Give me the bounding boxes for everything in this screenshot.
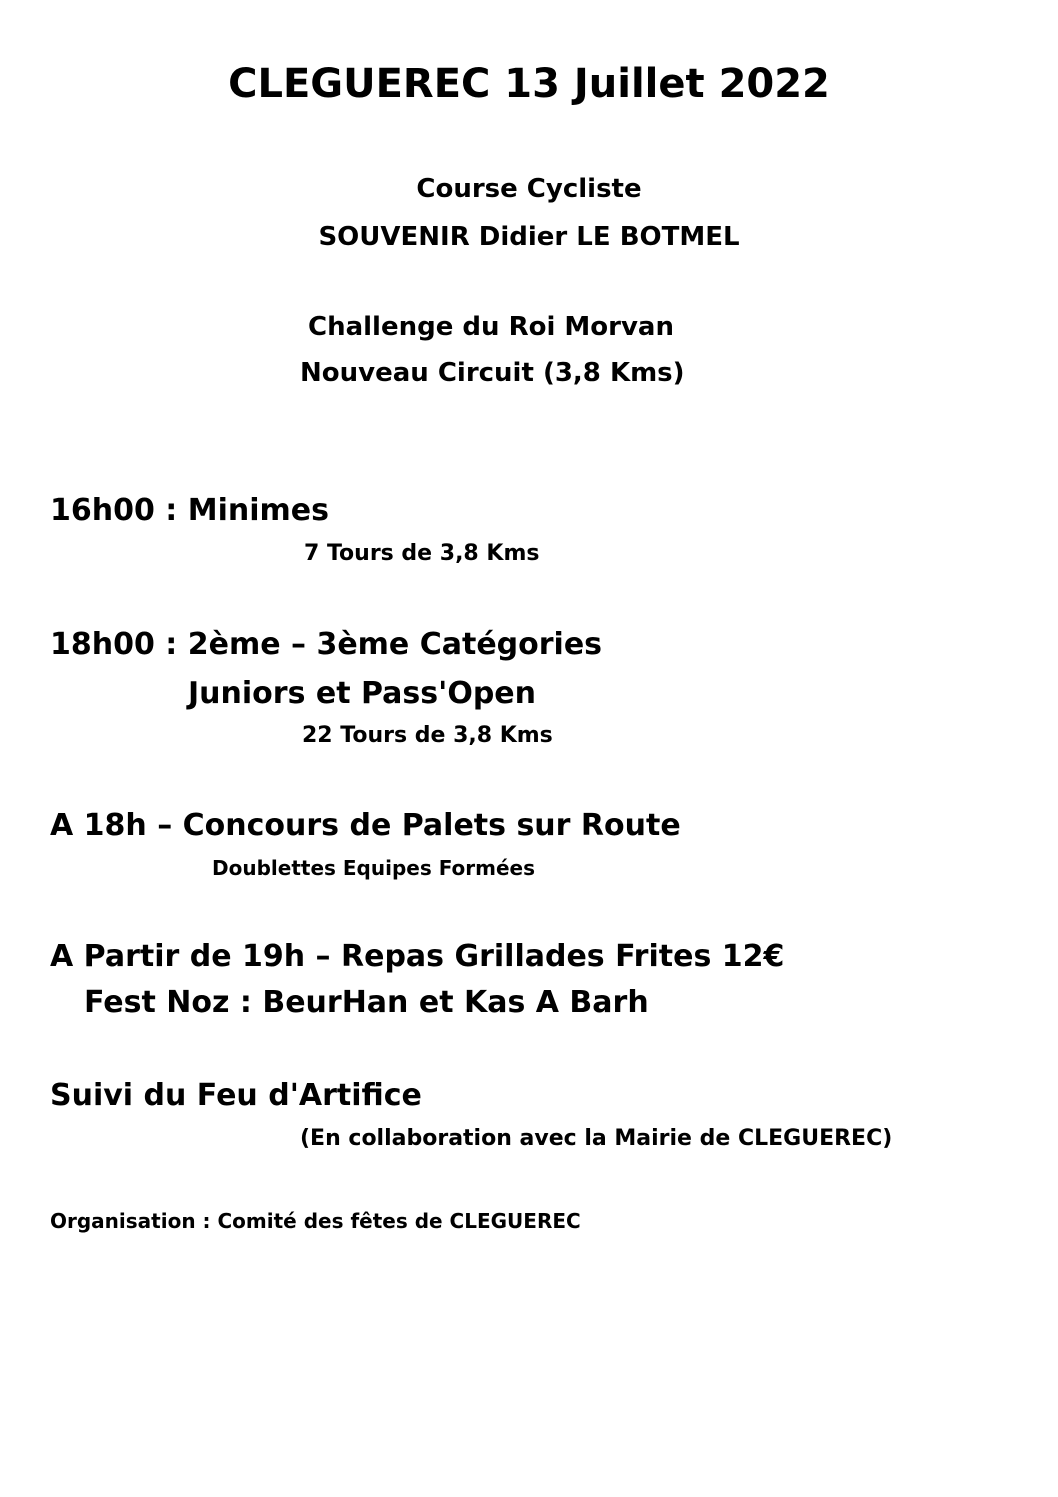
feu-detail: (En collaboration avec la Mairie de CLEGUEREC) xyxy=(300,1126,893,1151)
minimes-heading: 16h00 : Minimes xyxy=(50,493,329,528)
circuit-info: Nouveau Circuit (3,8 Kms) xyxy=(300,358,685,388)
feu-heading: Suivi du Feu d'Artifice xyxy=(50,1078,422,1113)
categories-detail: 22 Tours de 3,8 Kms xyxy=(302,723,553,748)
organisation-footer: Organisation : Comité des fêtes de CLEGUEREC xyxy=(50,1209,581,1233)
palets-heading: A 18h – Concours de Palets sur Route xyxy=(50,808,681,843)
categories-subheading: Juniors et Pass'Open xyxy=(188,676,537,711)
fest-noz-detail: Fest Noz : BeurHan et Kas A Barh xyxy=(84,985,649,1020)
page-title: CLEGUEREC 13 Juillet 2022 xyxy=(228,61,830,107)
categories-heading: 18h00 : 2ème – 3ème Catégories xyxy=(50,627,603,662)
challenge-name: Challenge du Roi Morvan xyxy=(308,312,674,342)
palets-detail: Doublettes Equipes Formées xyxy=(212,856,536,880)
repas-heading: A Partir de 19h – Repas Grillades Frites 12€ xyxy=(50,939,785,974)
event-name: Course Cycliste xyxy=(416,174,642,204)
minimes-detail: 7 Tours de 3,8 Kms xyxy=(304,541,540,566)
event-subtitle: SOUVENIR Didier LE BOTMEL xyxy=(318,222,740,252)
